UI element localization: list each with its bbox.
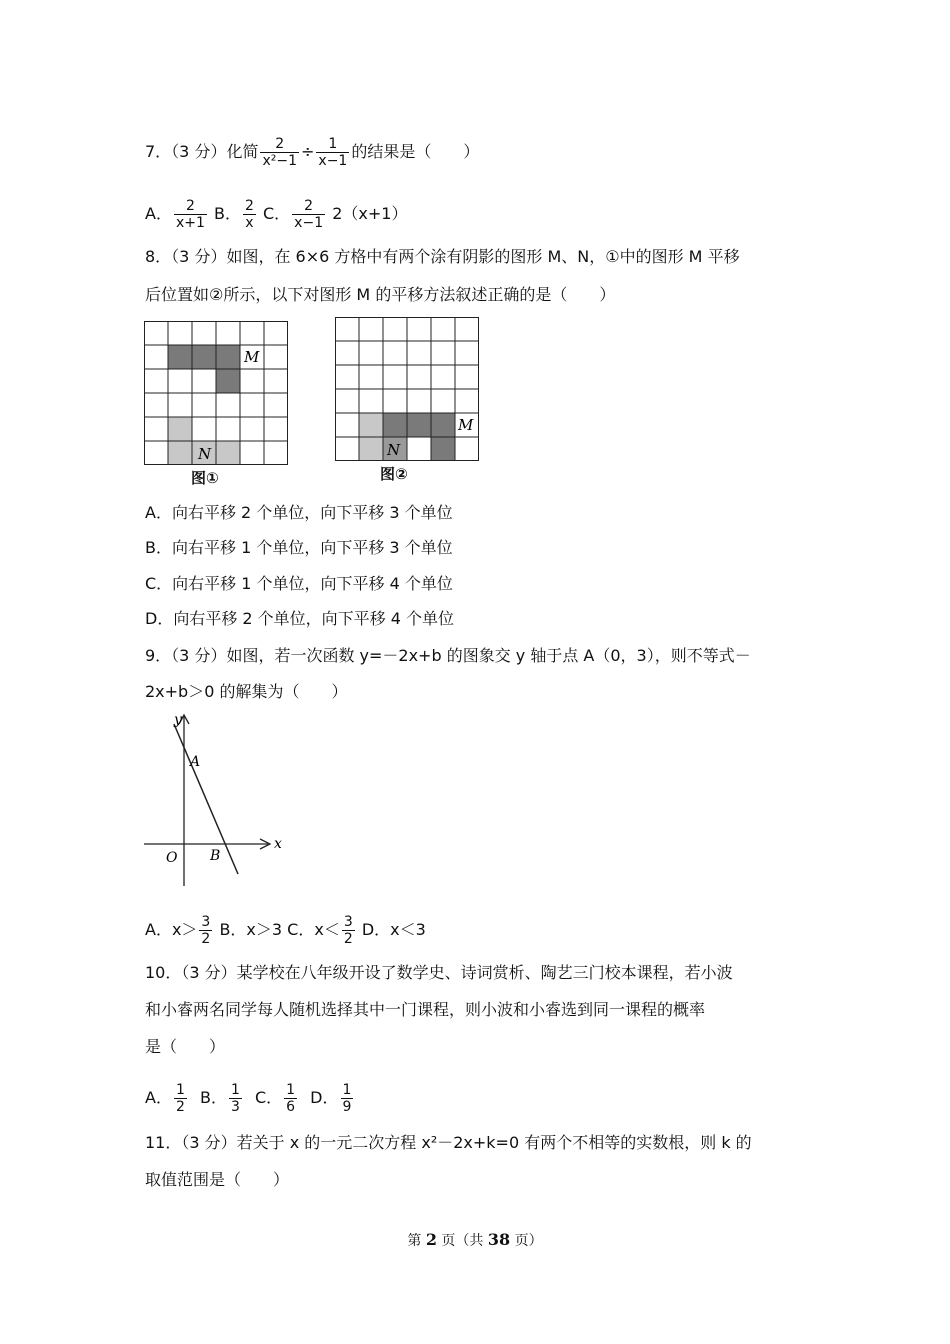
q9-option-c[interactable]: C．x＜ $\frac{3}{2}$ bbox=[287, 914, 353, 947]
q10-option-d[interactable]: D． $\frac{1}{9}$ bbox=[310, 1082, 352, 1115]
q7-options bbox=[145, 198, 407, 231]
page-total: 38 bbox=[487, 1230, 511, 1249]
q10-stem-line2: 和小睿两名同学每人随机选择其中一门课程，则小波和小睿选到同一课程的概率 bbox=[145, 1000, 706, 1019]
q10-option-a[interactable]: A． $\frac{1}{2}$ bbox=[145, 1082, 185, 1115]
label-a: A bbox=[190, 754, 201, 770]
label-y: y bbox=[174, 712, 182, 728]
label-o: O bbox=[166, 850, 178, 866]
q8-option-b[interactable]: B．向右平移 1 个单位，向下平移 3 个单位 bbox=[145, 538, 453, 557]
figure-1-label-n: N bbox=[198, 445, 212, 463]
label-b: B bbox=[210, 848, 221, 864]
q9-option-b[interactable]: B．x＞3 bbox=[219, 920, 283, 939]
q7-option-c[interactable]: C． $\frac{2}{x-1}$ bbox=[262, 198, 324, 231]
q8-option-a[interactable]: A．向右平移 2 个单位，向下平移 3 个单位 bbox=[145, 503, 453, 522]
q7-fraction-1: $\frac{2}{\text{x²−1}}$ bbox=[262, 136, 297, 169]
q8-option-d[interactable]: D．向右平移 2 个单位，向下平移 4 个单位 bbox=[145, 609, 455, 628]
q8-stem-line1: 8．（3 分）如图，在 6×6 方格中有两个涂有阴影的图形 M、N，①中的图形 M 平移 bbox=[145, 247, 740, 266]
q9-function-graph bbox=[140, 710, 290, 890]
q8-figure-2-caption: 图② bbox=[380, 465, 408, 483]
figure-2-label-m: M bbox=[458, 416, 474, 434]
page-number: 2 bbox=[425, 1230, 437, 1249]
q8-figure-1-caption: 图① bbox=[191, 469, 219, 487]
q9-option-d[interactable]: D．x＜3 bbox=[361, 920, 426, 939]
q10-option-c[interactable]: C． $\frac{1}{6}$ bbox=[254, 1082, 296, 1115]
q10-stem-line1: 10．（3 分）某学校在八年级开设了数学史、诗词赏析、陶艺三门校本课程，若小波 bbox=[145, 963, 733, 982]
q8-figure-1-grid bbox=[144, 321, 288, 465]
figure-1-label-m: M bbox=[244, 348, 260, 366]
q7-option-a[interactable]: A． $\frac{2}{x+1}$ bbox=[145, 198, 205, 231]
page-footer: 第 2 页（共 38 页） bbox=[407, 1230, 543, 1249]
q10-options bbox=[145, 1082, 361, 1115]
q10-option-b[interactable]: B． $\frac{1}{3}$ bbox=[199, 1082, 240, 1115]
q11-stem-line2: 取值范围是（ ） bbox=[145, 1170, 290, 1189]
q9-options bbox=[145, 914, 426, 947]
q9-stem-line2: 2x+b＞0 的解集为（ ） bbox=[145, 682, 348, 701]
q9-stem-line1: 9．（3 分）如图，若一次函数 y=－2x+b 的图象交 y 轴于点 A（0，3），则不等式－ bbox=[145, 646, 751, 665]
q8-stem-line2: 后位置如②所示，以下对图形 M 的平移方法叙述正确的是（ ） bbox=[145, 285, 616, 304]
q7-option-d[interactable]: 2（x+1） bbox=[332, 204, 408, 223]
figure-2-label-n: N bbox=[387, 441, 401, 459]
q8-figure-2-grid bbox=[335, 317, 479, 461]
q9-option-a[interactable]: A．x＞ $\frac{3}{2}$ bbox=[145, 914, 211, 947]
q8-option-c[interactable]: C．向右平移 1 个单位，向下平移 4 个单位 bbox=[145, 574, 453, 593]
q10-stem-line3: 是（ ） bbox=[145, 1037, 226, 1056]
q7-option-b[interactable]: B． $\frac{2}{x}$ bbox=[213, 198, 254, 231]
label-x: x bbox=[274, 836, 282, 852]
q11-stem-line1: 11．（3 分）若关于 x 的一元二次方程 x²－2x+k=0 有两个不相等的实数根，则 k 的 bbox=[145, 1133, 752, 1152]
q7-fraction-2: $\frac{1}{x-1}$ bbox=[318, 136, 348, 169]
q7-stem: 7．（3 分）化简 $\frac{2}{\text{x²−1}}$ ÷ $\frac{1}{x-1}$ 的结果是（ ） bbox=[145, 136, 480, 169]
